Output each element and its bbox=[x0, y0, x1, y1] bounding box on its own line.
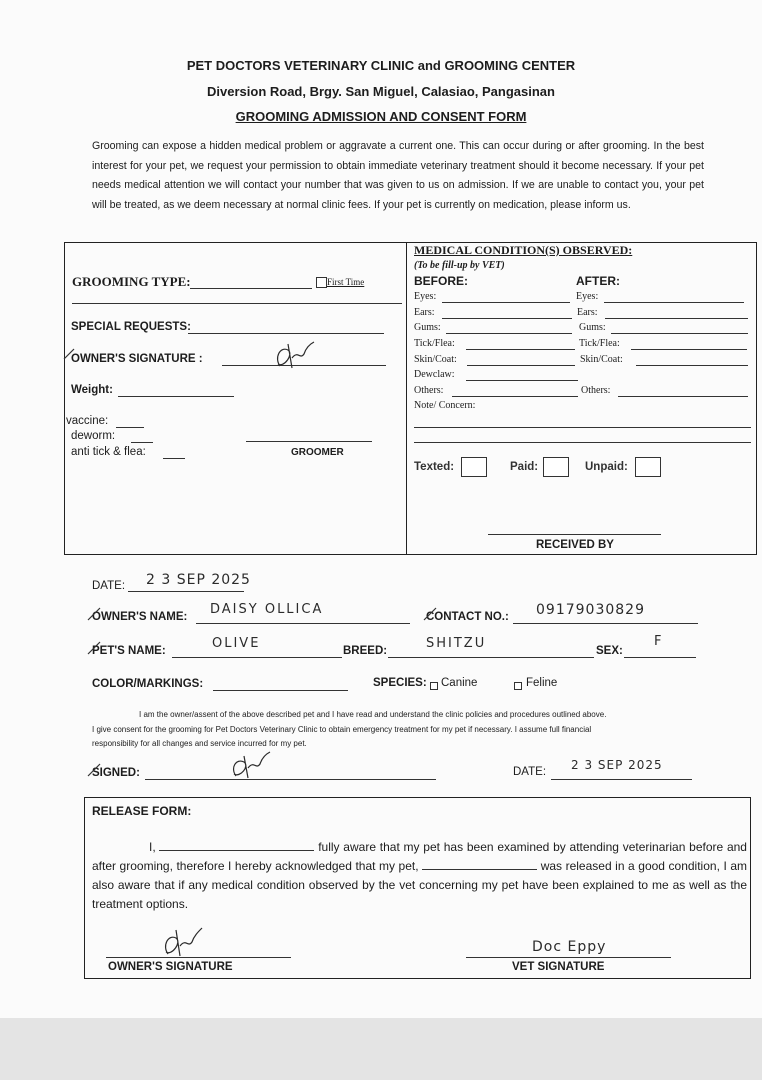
after-label: AFTER: bbox=[576, 274, 620, 288]
check-mark-icon bbox=[62, 345, 76, 365]
after-skincoat-label: Skin/Coat: bbox=[580, 354, 623, 365]
release-text-c: was released in a good condition, I am also aware that if any medical condition observed by the vet concerning my pet have been explained to me as well as the treatment options. bbox=[92, 859, 747, 911]
owner-signature-mark bbox=[270, 338, 318, 372]
antitick-label: anti tick & flea: bbox=[71, 446, 146, 458]
sex-field[interactable] bbox=[624, 657, 696, 658]
check-mark-icon bbox=[86, 760, 102, 780]
breed-field[interactable] bbox=[388, 657, 594, 658]
sex-label: SEX: bbox=[596, 645, 623, 657]
texted-label: Texted: bbox=[414, 461, 455, 473]
sex-value: F bbox=[654, 634, 664, 649]
color-markings-field[interactable] bbox=[213, 690, 348, 691]
groomer-signature-field[interactable] bbox=[246, 441, 372, 442]
consent-line-1: I am the owner/assent of the above described pet and I have read and understand the clinic policies and procedures outlined above. bbox=[139, 710, 607, 719]
weight-field[interactable] bbox=[118, 396, 234, 397]
feline-label: Feline bbox=[526, 677, 558, 689]
release-owner-signature-label: OWNER'S SIGNATURE bbox=[108, 961, 233, 973]
pet-name-blank[interactable] bbox=[422, 857, 537, 870]
column-divider bbox=[406, 242, 407, 555]
grooming-type-label: GROOMING TYPE: bbox=[72, 274, 191, 289]
paid-checkbox[interactable] bbox=[543, 457, 569, 477]
after-gums-label: Gums: bbox=[579, 322, 606, 333]
before-skincoat-field[interactable] bbox=[467, 365, 575, 366]
intro-paragraph: Grooming can expose a hidden medical problem or aggravate a current one. This can occur during or after grooming. In the best interest for your pet, we request your permission to obtain immediate veterinary treatment should it become necessary. If your pet needs medical attention we will contact your number that was given to us on admission. If we are unable to contact you, your pet will be treated, as we deem necessary at normal clinic fees. If your pet is currently on medication, please inform us. bbox=[92, 140, 704, 211]
medical-subtitle: (To be fill-up by VET) bbox=[414, 260, 505, 271]
after-others-field[interactable] bbox=[618, 396, 748, 397]
deworm-label: deworm: bbox=[71, 430, 116, 442]
release-owner-signature-field[interactable] bbox=[106, 957, 291, 958]
special-requests-field[interactable] bbox=[188, 333, 384, 334]
feline-checkbox[interactable] bbox=[514, 682, 522, 690]
color-markings-label: COLOR/MARKINGS: bbox=[92, 678, 204, 690]
after-eyes-label: Eyes: bbox=[576, 291, 599, 302]
before-others-label: Others: bbox=[414, 385, 444, 396]
after-others-label: Others: bbox=[581, 385, 611, 396]
contact-value: 09179030829 bbox=[536, 602, 645, 618]
owner-name-value: DAISY OLLICA bbox=[210, 602, 324, 617]
after-skincoat-field[interactable] bbox=[636, 365, 748, 366]
vet-signature-value: Doc Eppy bbox=[532, 939, 607, 955]
unpaid-checkbox[interactable] bbox=[635, 457, 661, 477]
form-title: GROOMING ADMISSION AND CONSENT FORM bbox=[235, 109, 527, 124]
received-by-field[interactable] bbox=[488, 534, 661, 535]
contact-field[interactable] bbox=[513, 623, 698, 624]
signed-label: SIGNED: bbox=[92, 767, 140, 779]
check-mark-icon bbox=[86, 638, 102, 658]
pet-name-value: OLIVE bbox=[212, 636, 261, 651]
owner-name-field[interactable] bbox=[196, 623, 410, 624]
before-eyes-field[interactable] bbox=[442, 302, 570, 303]
grooming-type-field[interactable] bbox=[190, 288, 312, 289]
before-gums-field[interactable] bbox=[446, 333, 572, 334]
release-title: RELEASE FORM: bbox=[92, 804, 192, 818]
before-tickflea-field[interactable] bbox=[466, 349, 575, 350]
before-ears-label: Ears: bbox=[414, 307, 435, 318]
medical-title: MEDICAL CONDITION(S) OBSERVED: bbox=[414, 243, 633, 257]
release-owner-signature-mark bbox=[160, 924, 206, 960]
vet-signature-field[interactable] bbox=[466, 957, 671, 958]
before-others-field[interactable] bbox=[452, 396, 578, 397]
check-mark-icon bbox=[86, 604, 102, 624]
clinic-address: Diversion Road, Brgy. San Miguel, Calasiao, Pangasinan bbox=[207, 84, 555, 99]
release-paragraph bbox=[92, 838, 747, 914]
deworm-field[interactable] bbox=[131, 442, 153, 443]
date-label: DATE: bbox=[92, 580, 126, 592]
clinic-name: PET DOCTORS VETERINARY CLINIC and GROOMING CENTER bbox=[186, 58, 576, 73]
check-mark-icon bbox=[422, 604, 438, 624]
breed-value: SHITZU bbox=[426, 636, 487, 651]
before-dewclaw-label: Dewclaw: bbox=[414, 369, 455, 380]
after-tickflea-field[interactable] bbox=[631, 349, 747, 350]
weight-label: Weight: bbox=[71, 384, 113, 396]
antitick-field[interactable] bbox=[163, 458, 185, 459]
contact-label: CONTACT NO.: bbox=[426, 611, 509, 623]
signed-field[interactable] bbox=[145, 779, 436, 780]
release-text-a: I, bbox=[149, 840, 156, 854]
date-value: 2 3 SEP 2025 bbox=[146, 572, 251, 588]
before-ears-field[interactable] bbox=[442, 318, 572, 319]
owner-name-label: OWNER'S NAME: bbox=[92, 611, 188, 623]
note-line-2[interactable] bbox=[414, 442, 751, 443]
after-ears-label: Ears: bbox=[577, 307, 598, 318]
canine-checkbox[interactable] bbox=[430, 682, 438, 690]
after-ears-field[interactable] bbox=[605, 318, 748, 319]
species-label: SPECIES: bbox=[373, 677, 427, 689]
groomer-label: GROOMER bbox=[291, 447, 344, 458]
first-time-label: First Time bbox=[327, 277, 365, 287]
consent-line-2: I give consent for the grooming for Pet Doctors Veterinary Clinic to obtain emergency treatment for my pet if necessary. I assume full financial bbox=[92, 725, 592, 734]
release-text-b: fully aware that my pet has been examined by attending veterinarian before and after grooming, therefore I hereby acknowledged that my pet, bbox=[92, 840, 747, 873]
after-gums-field[interactable] bbox=[611, 333, 748, 334]
pet-name-field[interactable] bbox=[172, 657, 342, 658]
owner-signature-label: OWNER'S SIGNATURE : bbox=[71, 353, 203, 365]
breed-label: BREED: bbox=[343, 645, 388, 657]
canine-label: Canine bbox=[441, 677, 478, 689]
special-requests-label: SPECIAL REQUESTS: bbox=[71, 321, 191, 333]
date-field[interactable] bbox=[128, 591, 244, 592]
consent-date-field[interactable] bbox=[551, 779, 692, 780]
vet-signature-label: VET SIGNATURE bbox=[512, 961, 605, 973]
before-dewclaw-field[interactable] bbox=[466, 380, 578, 381]
before-label: BEFORE: bbox=[414, 274, 468, 288]
vaccine-label: vaccine: bbox=[66, 415, 109, 427]
after-tickflea-label: Tick/Flea: bbox=[579, 338, 620, 349]
before-tickflea-label: Tick/Flea: bbox=[414, 338, 455, 349]
before-eyes-label: Eyes: bbox=[414, 291, 437, 302]
consent-date-label: DATE: bbox=[513, 766, 547, 778]
paid-label: Paid: bbox=[510, 461, 539, 473]
texted-checkbox[interactable] bbox=[461, 457, 487, 477]
consent-date-value: 2 3 SEP 2025 bbox=[571, 758, 663, 772]
owner-name-blank[interactable] bbox=[159, 838, 314, 851]
unpaid-label: Unpaid: bbox=[585, 461, 628, 473]
consent-line-3: responsibility for all changes and service incurred for my pet. bbox=[92, 739, 307, 748]
before-skincoat-label: Skin/Coat: bbox=[414, 354, 457, 365]
grooming-type-line-2[interactable] bbox=[72, 303, 402, 304]
received-by-label: RECEIVED BY bbox=[536, 539, 614, 551]
signed-signature-mark bbox=[228, 750, 274, 782]
first-time-checkbox[interactable] bbox=[316, 277, 327, 288]
note-concern-label: Note/ Concern: bbox=[414, 400, 476, 411]
after-eyes-field[interactable] bbox=[604, 302, 744, 303]
note-line-1[interactable] bbox=[414, 427, 751, 428]
before-gums-label: Gums: bbox=[414, 322, 441, 333]
pet-name-label: PET'S NAME: bbox=[92, 645, 166, 657]
vaccine-field[interactable] bbox=[116, 427, 144, 428]
